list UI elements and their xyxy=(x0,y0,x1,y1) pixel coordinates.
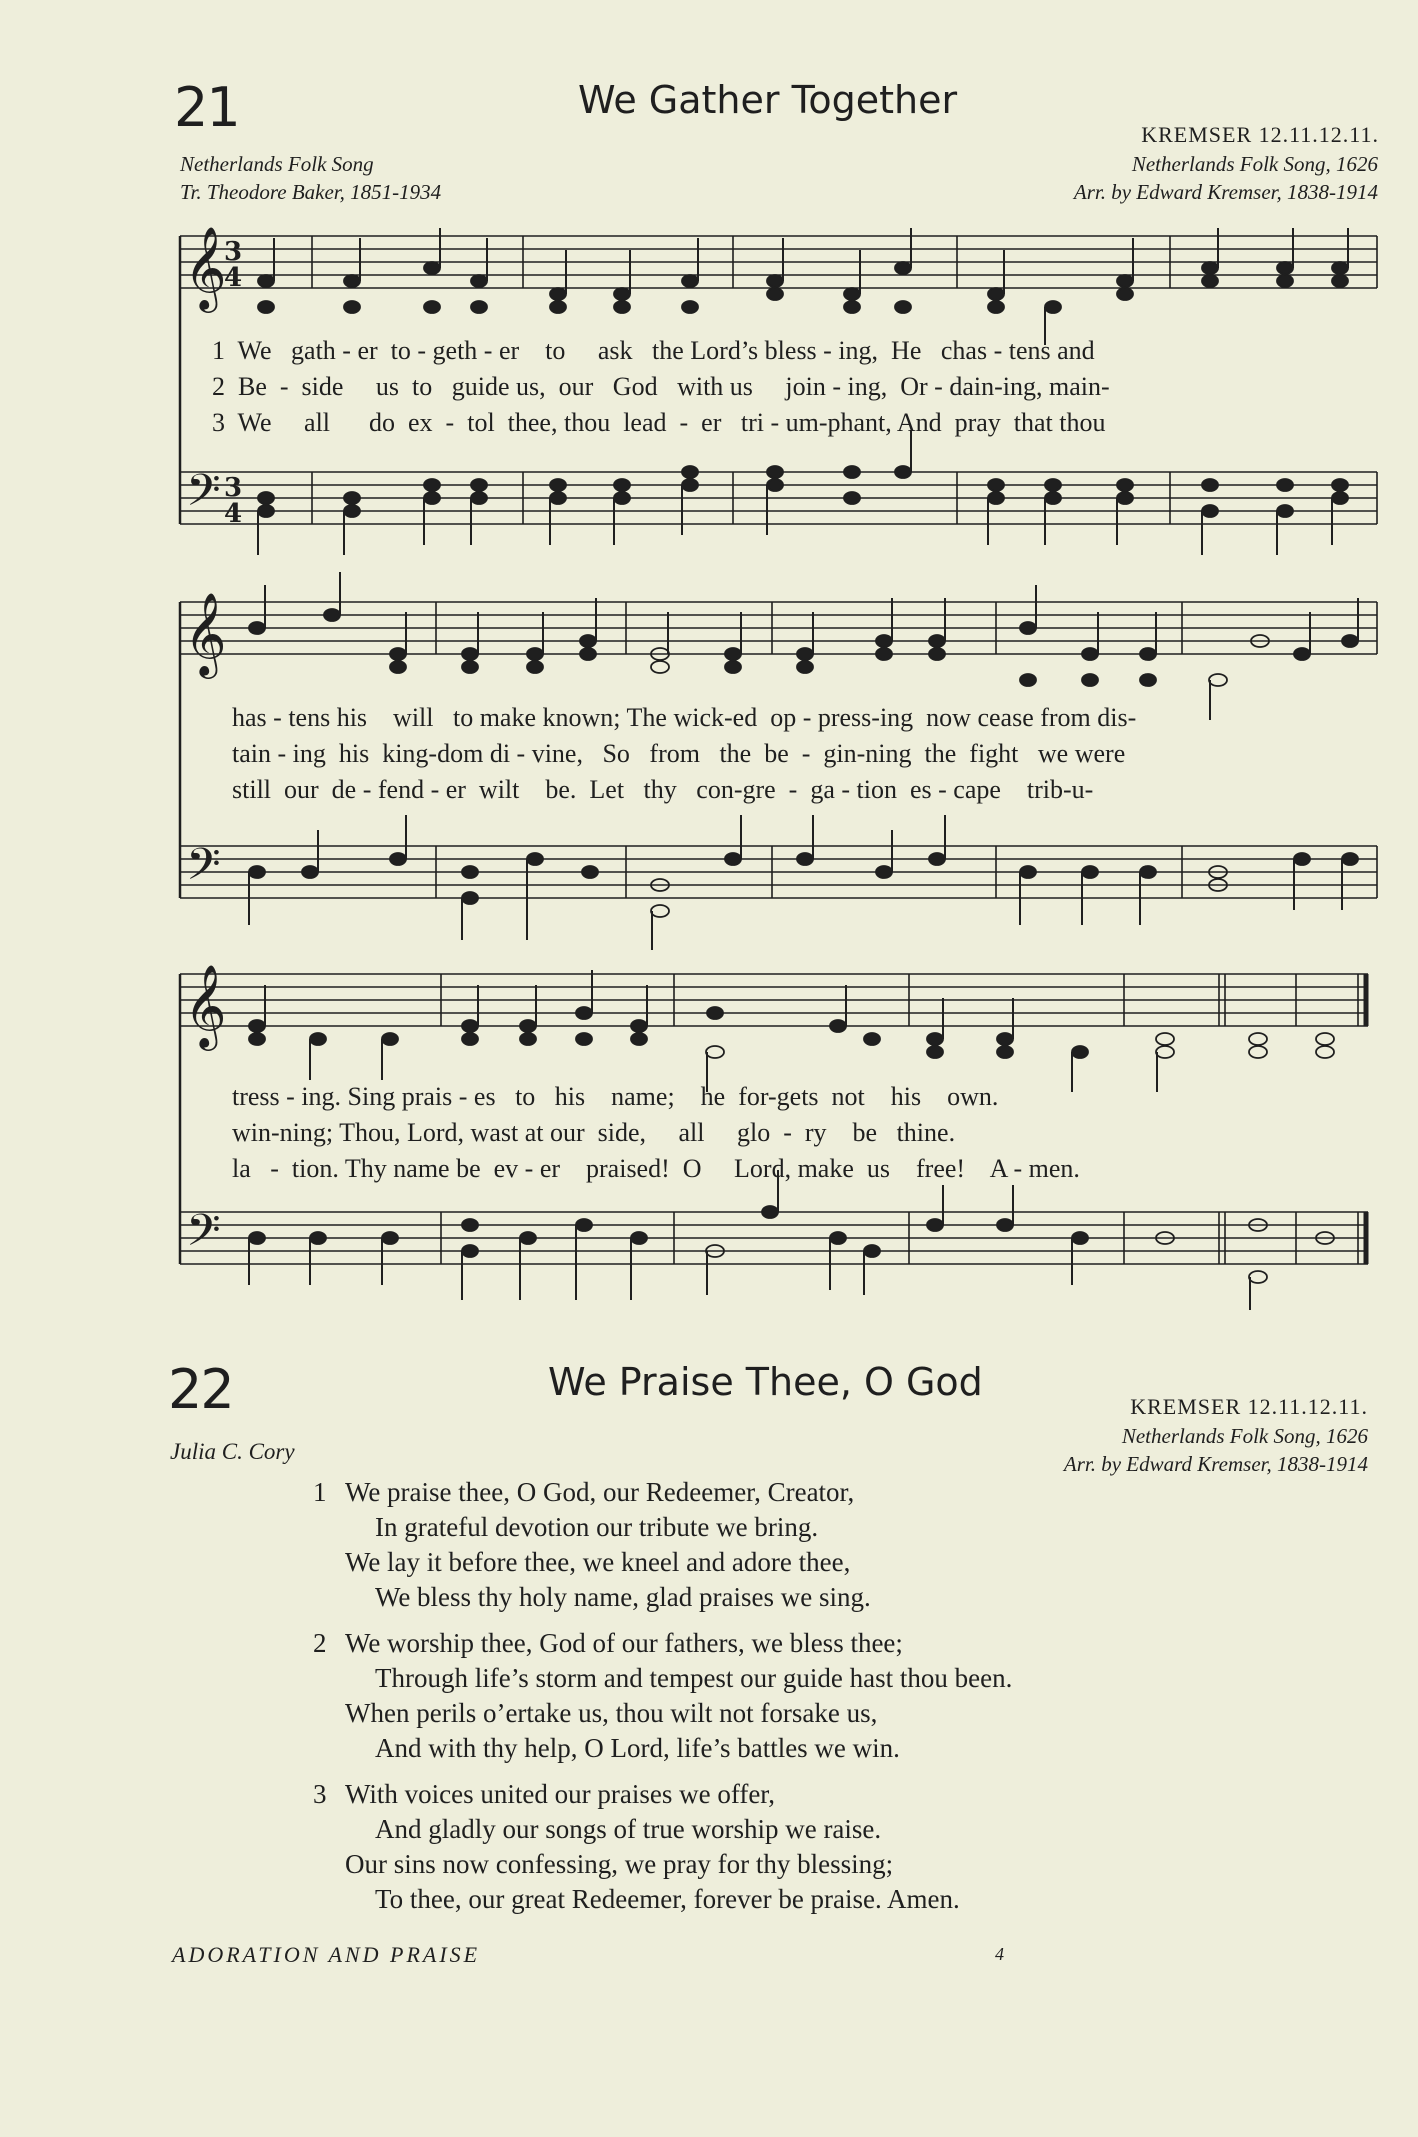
verse-line: We praise thee, O God, our Redeemer, Creator, xyxy=(345,1477,855,1507)
system-1-lyric-line-2: 2 Be - side us to guide us, our God with us join - ing, Or - dain-ing, main- xyxy=(212,372,1110,401)
system-2-lyric-line-3: still our de - fend - er wilt be. Let thy con-gre - ga - tion es - cape trib-u- xyxy=(232,775,1094,804)
system-2-lyric-line-1: has - tens his will to make known; The wick-ed op - press-ing now cease from dis- xyxy=(232,703,1137,732)
hymn-21-translator: Tr. Theodore Baker, 1851-1934 xyxy=(180,180,442,204)
hymn-22-verse-2 xyxy=(313,1626,1013,1766)
footer-section-title: ADORATION AND PRAISE xyxy=(172,1942,481,1967)
bass-clef-icon: 𝄢 xyxy=(186,838,221,901)
system-1-bass-notes xyxy=(258,430,1348,555)
system-3-lyric-line-1: tress - ing. Sing prais - es to his name; he for-gets not his own. xyxy=(232,1082,999,1111)
bass-clef-icon: 𝄢 xyxy=(186,1204,221,1267)
treble-clef-icon: 𝄞 xyxy=(184,591,227,675)
system-3-bass-staff xyxy=(180,1212,1368,1264)
hymn-22-arranger: Arr. by Edward Kremser, 1838-1914 xyxy=(1063,1452,1368,1476)
system-2-lyric-line-2: tain - ing his king-dom di - vine, So from the be - gin-ning the fight we were xyxy=(232,739,1126,768)
svg-text:3: 3 xyxy=(224,473,243,503)
verse-number: 3 xyxy=(313,1779,327,1809)
hymn-22-tune: KREMSER 12.11.12.11. xyxy=(1130,1394,1368,1419)
hymn-21-arranger: Arr. by Edward Kremser, 1838-1914 xyxy=(1073,180,1378,204)
system-1-lyric-line-3: 3 We all do ex - tol thee, thou lead - er tri - um-phant, And pray that thou xyxy=(212,408,1106,437)
treble-clef-icon: 𝄞 xyxy=(184,225,227,309)
verse-line: And with thy help, O Lord, life’s battles we win. xyxy=(375,1733,900,1763)
treble-clef-icon: 𝄞 xyxy=(184,963,227,1047)
hymn-21-number: 21 xyxy=(174,76,239,139)
hymn-22-number: 22 xyxy=(168,1358,233,1421)
verse-line: We worship thee, God of our fathers, we bless thee; xyxy=(345,1628,903,1658)
system-3-treble-staff xyxy=(180,974,1368,1026)
system-1-lyric-line-1: 1 We gath - er to - geth - er to ask the Lord’s bless - ing, He chas - tens and xyxy=(212,336,1095,365)
system-2-treble-staff xyxy=(180,602,1377,654)
hymn-22-verse-3 xyxy=(313,1777,960,1917)
hymn-21-music-source: Netherlands Folk Song, 1626 xyxy=(1131,152,1378,176)
system-2-bass-staff xyxy=(180,846,1377,898)
verse-line: We lay it before thee, we kneel and adore thee, xyxy=(345,1547,851,1577)
verse-line: Our sins now confessing, we pray for thy blessing; xyxy=(345,1849,894,1879)
system-3-lyric-line-2: win-ning; Thou, Lord, wast at our side, all glo - ry be thine. xyxy=(232,1118,956,1147)
system-3-lyric-line-3: la - tion. Thy name be ev - er praised! O Lord, make us free! A - men. xyxy=(232,1154,1080,1183)
svg-text:4: 4 xyxy=(224,263,243,293)
hymn-22-title: We Praise Thee, O God xyxy=(548,1360,983,1404)
verse-line: With voices united our praises we offer, xyxy=(345,1779,775,1809)
verse-number: 2 xyxy=(313,1628,327,1658)
verse-line: And gladly our songs of true worship we raise. xyxy=(375,1814,882,1844)
verse-line: To thee, our great Redeemer, forever be praise. Amen. xyxy=(375,1884,960,1914)
hymn-21-tune: KREMSER 12.11.12.11. xyxy=(1141,122,1379,147)
svg-text:4: 4 xyxy=(224,499,243,529)
verse-line: When perils o’ertake us, thou wilt not forsake us, xyxy=(345,1698,878,1728)
system-1-notes xyxy=(258,228,1348,345)
hymn-22-verse-1 xyxy=(313,1475,871,1615)
svg-text:3: 3 xyxy=(224,237,243,267)
hymn-22-music-source: Netherlands Folk Song, 1626 xyxy=(1121,1424,1368,1448)
footer-page-number: 4 xyxy=(995,1944,1007,1964)
verse-line: Through life’s storm and tempest our guide hast thou been. xyxy=(375,1663,1013,1693)
hymn-21-text-source: Netherlands Folk Song xyxy=(180,152,374,176)
verse-number: 1 xyxy=(313,1477,327,1507)
verse-line: We bless thy holy name, glad praises we sing. xyxy=(375,1582,871,1612)
hymn-22-author: Julia C. Cory xyxy=(170,1439,295,1464)
hymn-21-title: We Gather Together xyxy=(578,78,958,122)
bass-clef-icon: 𝄢 xyxy=(186,464,221,527)
verse-line: In grateful devotion our tribute we bring. xyxy=(375,1512,819,1542)
